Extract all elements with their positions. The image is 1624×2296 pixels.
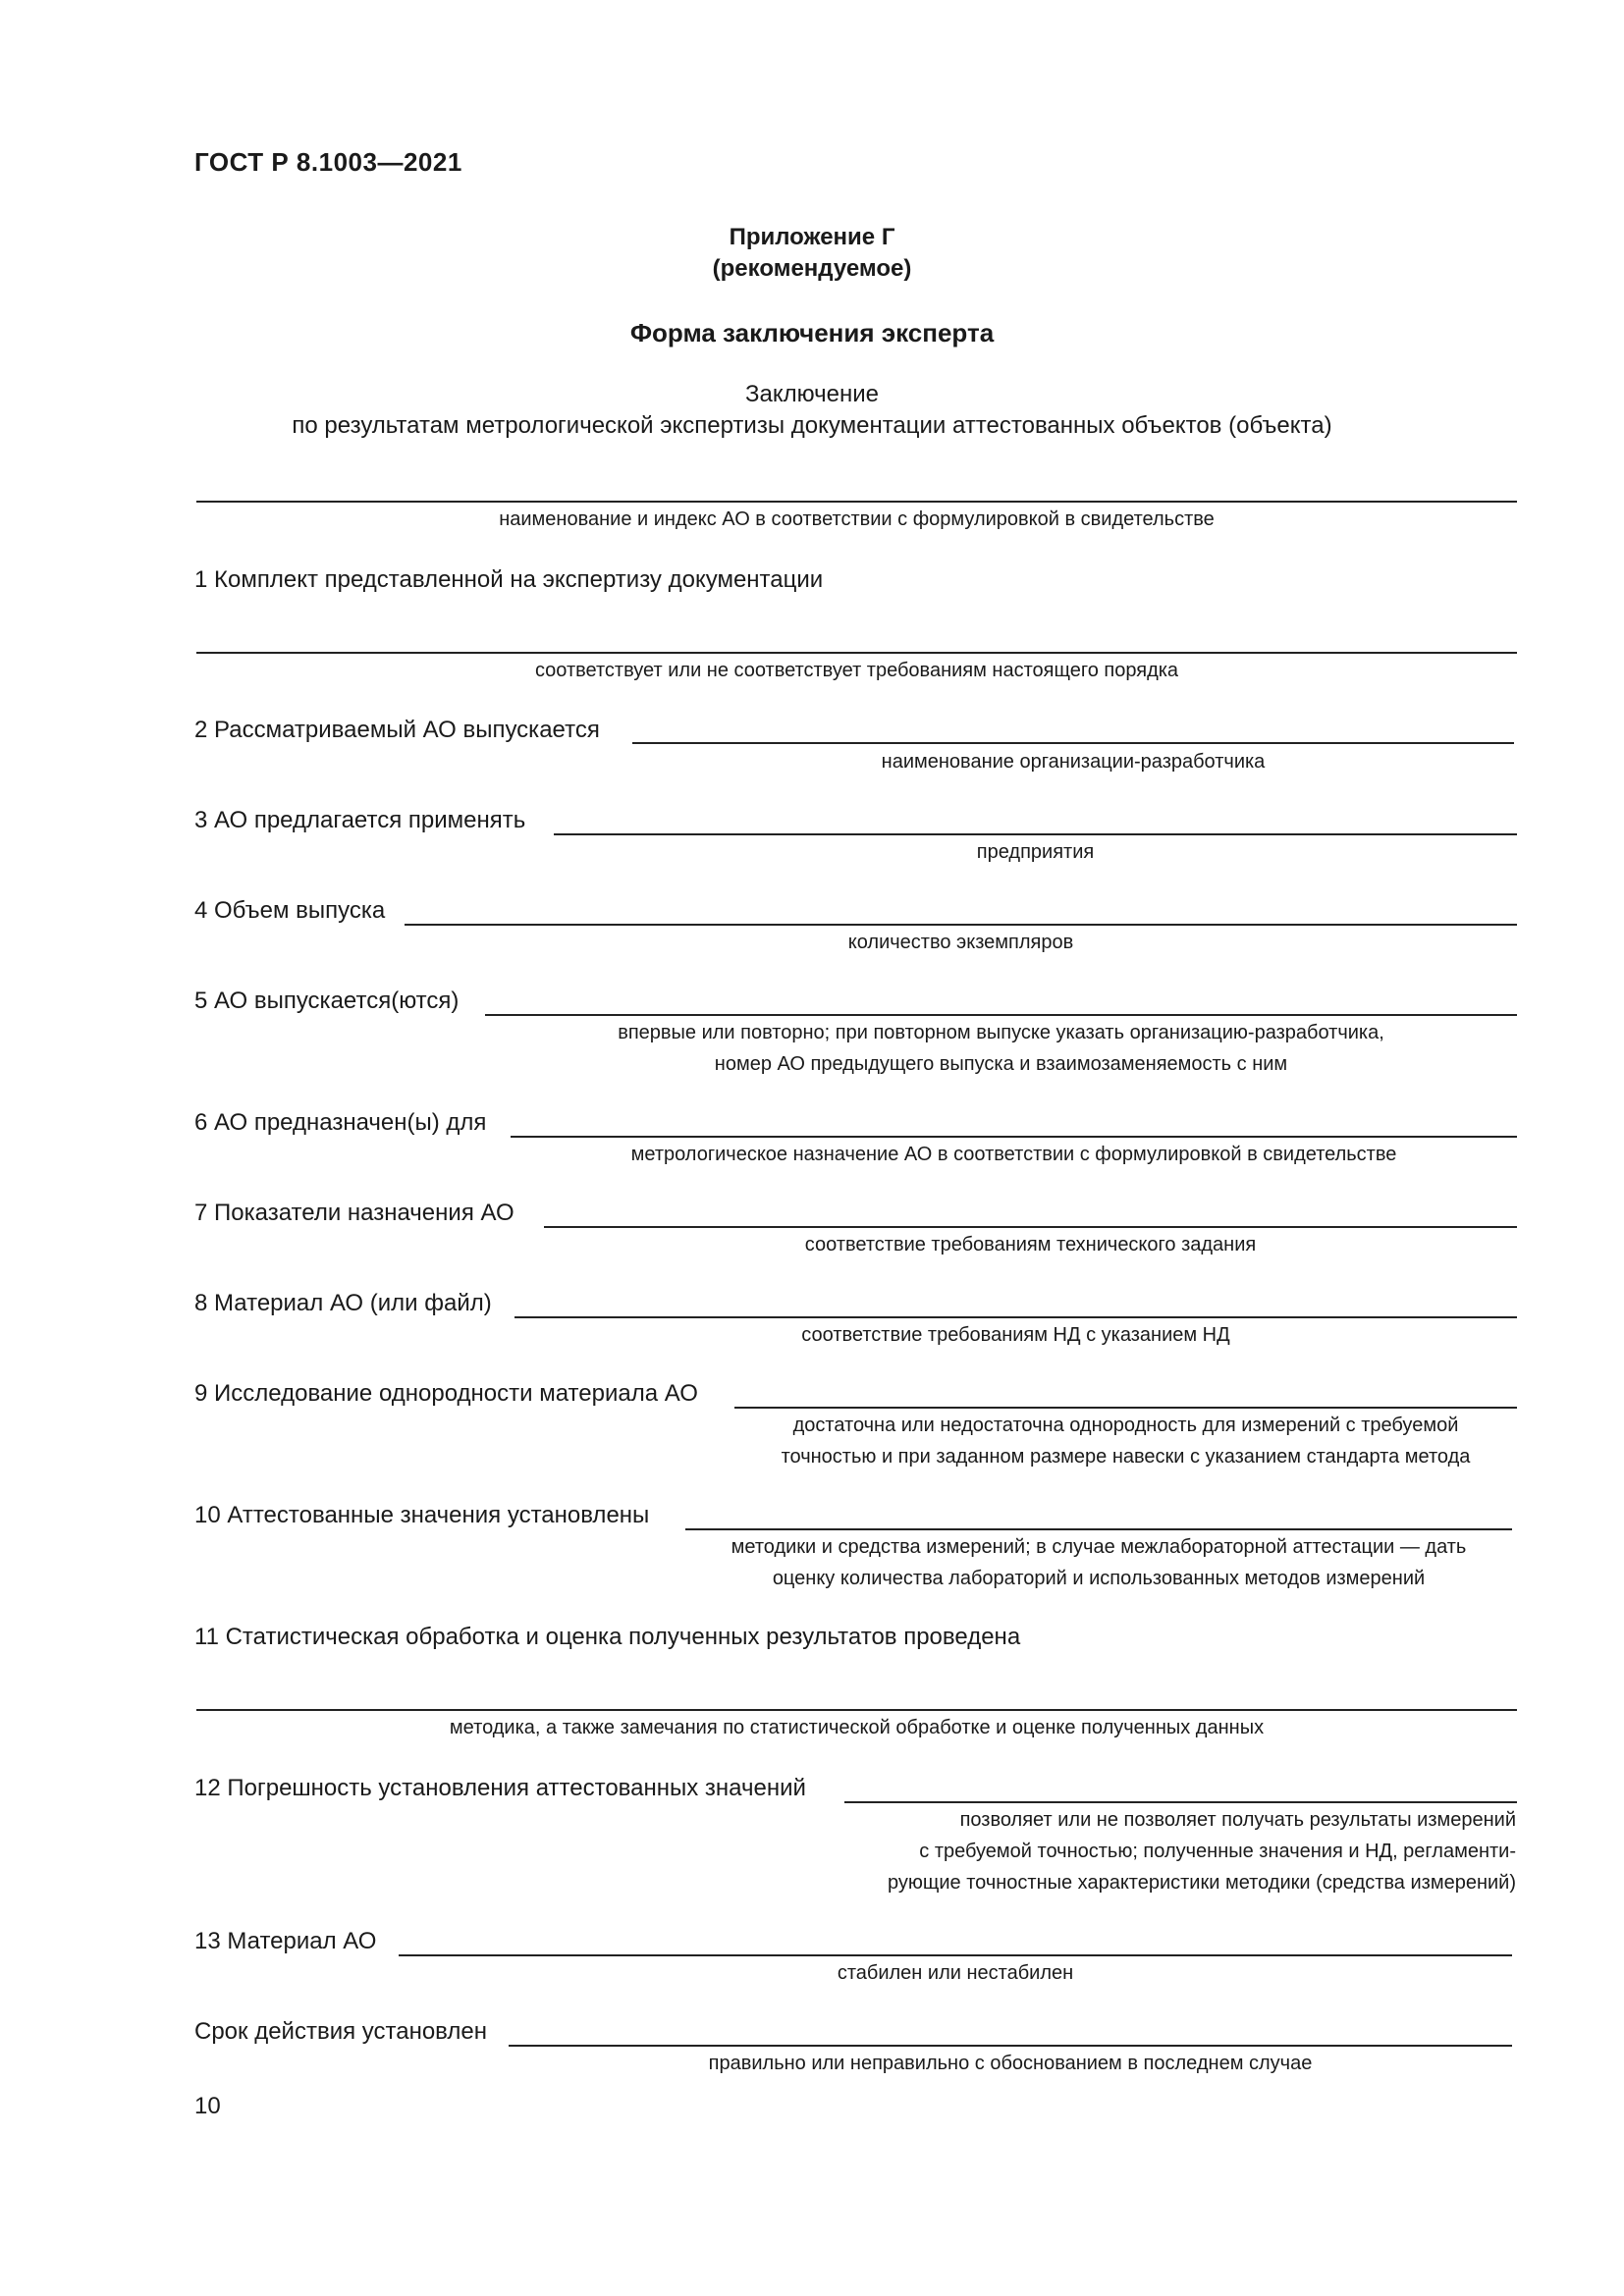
item-9-line[interactable] (734, 1407, 1517, 1409)
item-2-hint: наименование организации-разработчика (881, 751, 1266, 773)
item-12-label: 12 Погрешность установления аттестованных значений (194, 1775, 806, 1801)
item-5-hint-1: впервые или повторно; при повторном выпуске указать организацию-разработчика, (618, 1022, 1384, 1043)
item-12-hint-1: позволяет или не позволяет получать результаты измерений (959, 1809, 1516, 1831)
item-13-label: 13 Материал АО (194, 1928, 377, 1954)
item-4-hint: количество экземпляров (847, 932, 1074, 953)
item-9-hint-2: точностью и при заданном размере навески с указанием стандарта метода (781, 1446, 1471, 1468)
item-13-hint: стабилен или нестабилен (837, 1962, 1074, 1984)
item-13-line[interactable] (399, 1954, 1512, 1956)
item-7-line[interactable] (544, 1226, 1517, 1228)
item-9-label: 9 Исследование однородности материала АО (194, 1380, 698, 1407)
item-10-label: 10 Аттестованные значения установлены (194, 1502, 650, 1528)
item-11-hint: методика, а также замечания по статистической обработке и оценке полученных данных (449, 1717, 1265, 1738)
item-3-hint: предприятия (976, 841, 1095, 863)
appendix-title: Приложение Г (729, 224, 895, 250)
item-12-hint-2: с требуемой точностью; полученные значения и НД, регламенти- (919, 1841, 1516, 1862)
validity-hint: правильно или неправильно с обоснованием в последнем случае (708, 2053, 1313, 2074)
item-4-line[interactable] (405, 924, 1517, 926)
item-11-label: 11 Статистическая обработка и оценка полученных результатов проведена (194, 1624, 1021, 1650)
item-11-line[interactable] (196, 1709, 1517, 1711)
item-6-hint: метрологическое назначение АО в соответствии с формулировкой в свидетельстве (630, 1144, 1397, 1165)
name-field-hint: наименование и индекс АО в соответствии с формулировкой в свидетельстве (499, 508, 1215, 530)
item-5-hint-2: номер АО предыдущего выпуска и взаимозаменяемость с ним (714, 1053, 1288, 1075)
item-12-hint-3: рующие точностные характеристики методики (средства измерений) (888, 1872, 1516, 1894)
conclusion-title: Заключение (745, 381, 879, 407)
item-8-line[interactable] (514, 1316, 1517, 1318)
item-7-hint: соответствие требованиям технического задания (804, 1234, 1257, 1255)
item-6-label: 6 АО предназначен(ы) для (194, 1109, 487, 1136)
item-10-hint-1: методики и средства измерений; в случае межлабораторной аттестации — дать (731, 1536, 1467, 1558)
item-12-line[interactable] (844, 1801, 1517, 1803)
item-2-line[interactable] (632, 742, 1514, 744)
validity-label: Срок действия установлен (194, 2018, 487, 2045)
validity-line[interactable] (509, 2045, 1512, 2047)
appendix-status: (рекомендуемое) (712, 255, 912, 282)
item-9-hint-1: достаточна или недостаточна однородность для измерений с требуемой (792, 1415, 1459, 1436)
item-4-label: 4 Объем выпуска (194, 897, 386, 924)
item-8-hint: соответствие требованиям НД с указанием НД (801, 1324, 1230, 1346)
document-code: ГОСТ Р 8.1003—2021 (194, 147, 462, 177)
item-10-line[interactable] (685, 1528, 1512, 1530)
item-8-label: 8 Материал АО (или файл) (194, 1290, 492, 1316)
item-2-label: 2 Рассматриваемый АО выпускается (194, 717, 600, 743)
item-1-hint: соответствует или не соответствует требованиям настоящего порядка (534, 660, 1179, 681)
page-number: 10 (194, 2093, 221, 2119)
item-7-label: 7 Показатели назначения АО (194, 1200, 514, 1226)
name-field-line[interactable] (196, 501, 1517, 503)
item-1-line[interactable] (196, 652, 1517, 654)
item-5-line[interactable] (485, 1014, 1517, 1016)
item-10-hint-2: оценку количества лабораторий и использованных методов измерений (772, 1568, 1426, 1589)
item-6-line[interactable] (511, 1136, 1517, 1138)
item-1-label: 1 Комплект представленной на экспертизу документации (194, 566, 824, 593)
form-title: Форма заключения эксперта (629, 318, 995, 347)
conclusion-subtitle: по результатам метрологической экспертизы документации аттестованных объектов (объекта) (292, 412, 1332, 439)
item-3-label: 3 АО предлагается применять (194, 807, 526, 833)
item-3-line[interactable] (554, 833, 1517, 835)
item-5-label: 5 АО выпускается(ются) (194, 988, 460, 1014)
